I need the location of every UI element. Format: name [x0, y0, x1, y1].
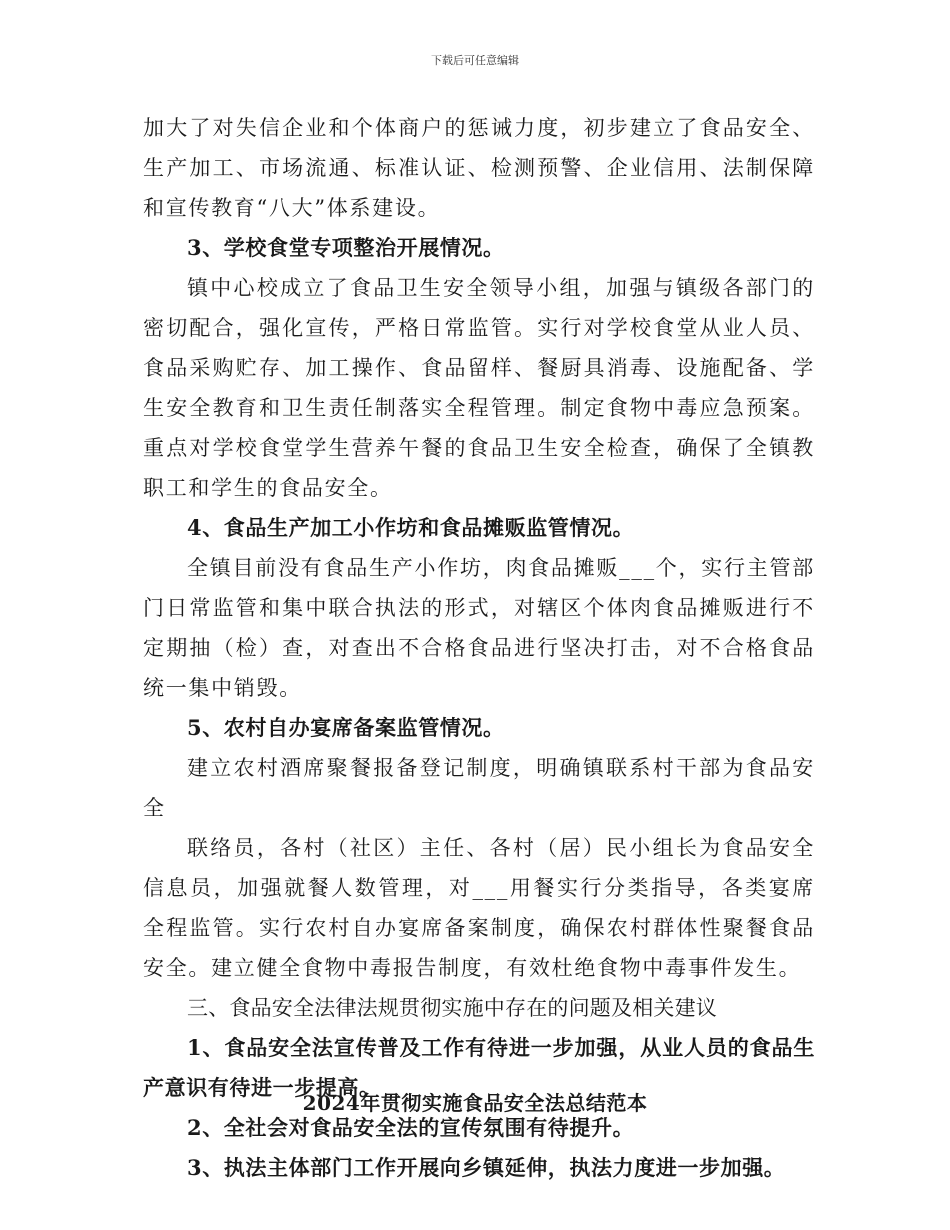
- section-heading-problems: 三、食品安全法律法规贯彻实施中存在的问题及相关建议: [187, 996, 717, 1020]
- document-body: [143, 108, 815, 1188]
- paragraph-school-canteen: 镇中心校成立了食品卫生安全领导小组，加强与镇级各部门的密切配合，强化宣传，严格日常监管。实行对学校食堂从业人员、食品采购贮存、加工操作、食品留样、餐厨具消毒、设施配备、学生安全教育和卫生责任制落实全程管理。制定食物中毒应急预案。重点对学校食堂学生营养午餐的食品卫生安全检查，确保了全镇教职工和学生的食品安全。: [143, 276, 815, 500]
- problem-item-3: 3、执法主体部门工作开展向乡镇延伸，执法力度进一步加强。: [187, 1155, 786, 1180]
- problem-item-1: 1、食品安全法宣传普及工作有待进一步加强，从业人员的食品生产意识有待进一步提高。: [143, 1035, 815, 1100]
- paragraph-continuation: 加大了对失信企业和个体商户的惩诫力度，初步建立了食品安全、生产加工、市场流通、标准认证、检测预警、企业信用、法制保障和宣传教育“八大”体系建设。: [143, 116, 815, 220]
- paragraph-rural-banquet-line1: 建立农村酒席聚餐报备登记制度，明确镇联系村干部为食品安全: [143, 756, 815, 820]
- subheading-food-workshop: 4、食品生产加工小作坊和食品摊贩监管情况。: [187, 515, 635, 540]
- subheading-rural-banquet: 5、农村自办宴席备案监管情况。: [187, 715, 505, 740]
- problem-item-2: 2、全社会对食品安全法的宣传氛围有待提升。: [187, 1115, 635, 1140]
- document-title: 2024年贯彻实施食品安全法总结范本: [302, 1091, 648, 1115]
- subheading-school-canteen: 3、学校食堂专项整治开展情况。: [187, 235, 505, 260]
- paragraph-food-workshop: 全镇目前没有食品生产小作坊，肉食品摊贩___个，实行主管部门日常监管和集中联合执法的形式，对辖区个体肉食品摊贩进行不定期抽（检）查，对查出不合格食品进行坚决打击，对不合格食品统一集中销毁。: [143, 556, 815, 700]
- page-header: 下载后可任意编辑: [431, 54, 519, 67]
- paragraph-rural-banquet-rest: 联络员，各村（社区）主任、各村（居）民小组长为食品安全信息员，加强就餐人数管理，对___用餐实行分类指导，各类宴席全程监管。实行农村自办宴席备案制度，确保农村群体性聚餐食品安全。建立健全食物中毒报告制度，有效杜绝食物中毒事件发生。: [143, 836, 815, 980]
